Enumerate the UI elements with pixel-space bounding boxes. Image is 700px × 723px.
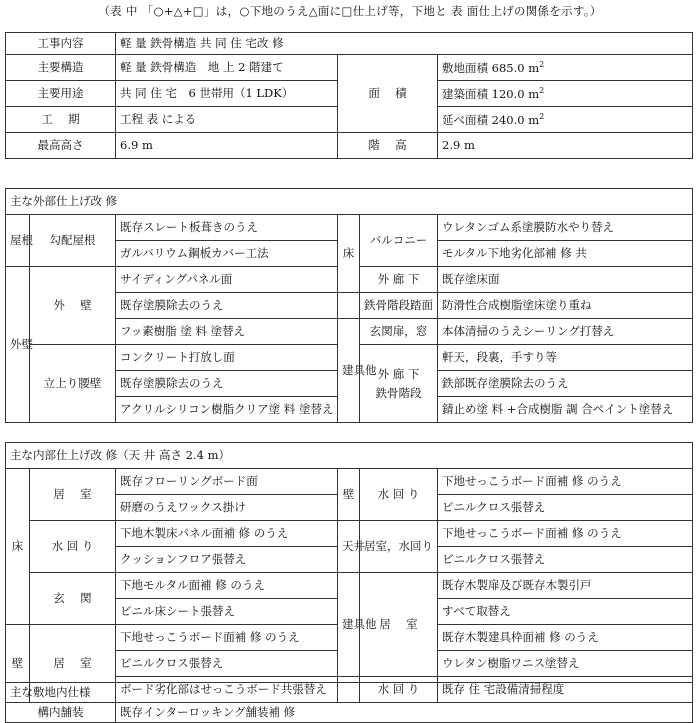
roof-label: 勾配屋根 (30, 215, 116, 267)
site-table (5, 682, 693, 723)
stairs2-line-1: 鉄部既存塗膜除去のうえ (438, 371, 693, 397)
r-wall-line-2: ビニルクロス張替え (438, 495, 693, 521)
site-value: 既存インターロッキング舗装補 修 (116, 703, 693, 723)
living-floor-line-1: 既存フローリングボード面 (116, 469, 338, 495)
stairs2-line-2: 錆止め塗 料 +合成樹脂 調 合ペイント塗替え (438, 397, 693, 423)
f-living-line-1: 既存木製扉及び既存木製引戸 (438, 573, 693, 599)
legend-note: （表 中 「○+△+□」は，○下地のうえ△面に□仕上げ等，下地と 表 面仕上げの関係を示す。） (98, 4, 602, 18)
site-label: 構内舗装 (6, 703, 116, 723)
parapet-line-2: 既存塗膜除去のうえ (116, 371, 338, 397)
ext-fittings-group: 建具他 (338, 319, 360, 423)
label-work: 工事内容 (6, 33, 116, 55)
r-wall-group: 壁 (338, 469, 360, 521)
entry-line-2: ビニル床シート張替え (116, 599, 338, 625)
r-wall-line-1: 下地せっこうボード面補 修 のうえ (438, 469, 693, 495)
balcony-label: バルコニー (360, 215, 438, 267)
overview-table (5, 32, 693, 159)
ext-floor-group: 床 (338, 215, 360, 293)
value-work: 軽 量 鉄骨構造 共 同 住 宅改 修 (116, 33, 693, 55)
parapet-line-3: アクリルシリコン樹脂クリア塗 料 塗替え (116, 397, 338, 423)
site-title: 主な敷地内仕様 (6, 683, 693, 703)
r-wall-label: 水 回 り (360, 469, 438, 521)
ceiling-group: 天井 (338, 521, 360, 573)
stairs-label: 鉄骨階段踏面 (360, 293, 438, 319)
wet-label: 水 回 り (30, 521, 116, 573)
label-height: 最高高さ (6, 133, 116, 159)
f-living-line-4: ウレタン樹脂ワニス塗替え (438, 651, 693, 677)
label-use: 主要用途 (6, 81, 116, 107)
wet-floor-line-2: クッションフロア張替え (116, 547, 338, 573)
entry-label: 玄 関 (30, 573, 116, 625)
label-period: 工 期 (6, 107, 116, 133)
int-wall-group: 壁 (6, 625, 30, 703)
value-structure: 軽 量 鉄骨構造 地 上 2 階建て (116, 55, 338, 81)
roof-line-2: ガルバリウム鋼板カバー工法 (116, 241, 338, 267)
corridor-label: 外 廊 下 (360, 267, 438, 293)
roof-group: 屋根 (6, 215, 30, 267)
wall-line-2: 既存塗膜除去のうえ (116, 293, 338, 319)
wet-floor-line-1: 下地木製床パネル面補 修 のうえ (116, 521, 338, 547)
exterior-table (5, 188, 693, 423)
ceiling-line-1: 下地せっこうボード面補 修 のうえ (438, 521, 693, 547)
corridor2-line: 軒天，段裏，手すり等 (438, 345, 693, 371)
corridor-line: 既存塗床面 (438, 267, 693, 293)
interior-table (5, 442, 693, 703)
balcony-line-1: ウレタンゴム系塗膜防水やり替え (438, 215, 693, 241)
label-floor-height: 階 高 (338, 133, 438, 159)
label-structure: 主要構造 (6, 55, 116, 81)
int-fittings-group: 建具他 (338, 573, 360, 677)
value-floor-height: 2.9 m (438, 133, 693, 159)
ceiling-label: 居室，水回り (360, 521, 438, 573)
value-period: 工程 表 による (116, 107, 338, 133)
f-living-line-2: すべて取替え (438, 599, 693, 625)
wall-living-label: 居 室 (30, 625, 116, 703)
wall-line-3: フッ素樹脂 塗 料 塗替え (116, 319, 338, 345)
entry-line-1: 下地モルタル面補 修 のうえ (116, 573, 338, 599)
door-label: 玄関扉，窓 (360, 319, 438, 345)
exterior-title: 主な外部仕上げ改 修 (6, 189, 693, 215)
door-line: 本体清掃のうえシーリング打替え (438, 319, 693, 345)
value-floor-area: 延べ面積 240.0 $m^2$ (438, 107, 693, 133)
stairs-line: 防滑性合成樹脂塗床塗り重ね (438, 293, 693, 319)
wall-line-1: サイディングパネル面 (116, 267, 338, 293)
f-wet-line: 既存 住 宅設備清掃程度 (438, 677, 693, 703)
wall-living-line-1: 下地せっこうボード面補 修 のうえ (116, 625, 338, 651)
f-wet-label: 水 回 り (360, 677, 438, 703)
value-building-area: 建築面積 120.0 $m^2$ (438, 81, 693, 107)
wall-living-line-3: ボード劣化部はせっこうボード共張替え (116, 677, 338, 703)
living-floor-line-2: 研磨のうえワックス掛け (116, 495, 338, 521)
value-height: 6.9 m (116, 133, 338, 159)
wall-label: 外 壁 (30, 267, 116, 345)
corridor2-cell: 外 廊 下 鉄骨階段 (360, 345, 438, 423)
interior-title: 主な内部仕上げ改 修（天 井 高さ 2.4 m） (6, 443, 693, 469)
living-label: 居 室 (30, 469, 116, 521)
f-living-line-3: 既存木製建具枠面補 修 のうえ (438, 625, 693, 651)
int-floor-group: 床 (6, 469, 30, 625)
parapet-label: 立上り腰壁 (30, 345, 116, 423)
ceiling-line-2: ビニルクロス張替え (438, 547, 693, 573)
value-site-area: 敷地面積 685.0 $m^2$ (438, 55, 693, 81)
f-living-label: 居 室 (360, 573, 438, 677)
roof-line-1: 既存スレート板葺きのうえ (116, 215, 338, 241)
balcony-line-2: モルタル下地劣化部補 修 共 (438, 241, 693, 267)
parapet-line-1: コンクリート打放し面 (116, 345, 338, 371)
ext-wall-group: 外壁 (6, 267, 30, 423)
label-area: 面 積 (338, 55, 438, 133)
value-use: 共 同 住 宅 6 世帯用（1 LDK） (116, 81, 338, 107)
wall-living-line-2: ビニルクロス張替え (116, 651, 338, 677)
